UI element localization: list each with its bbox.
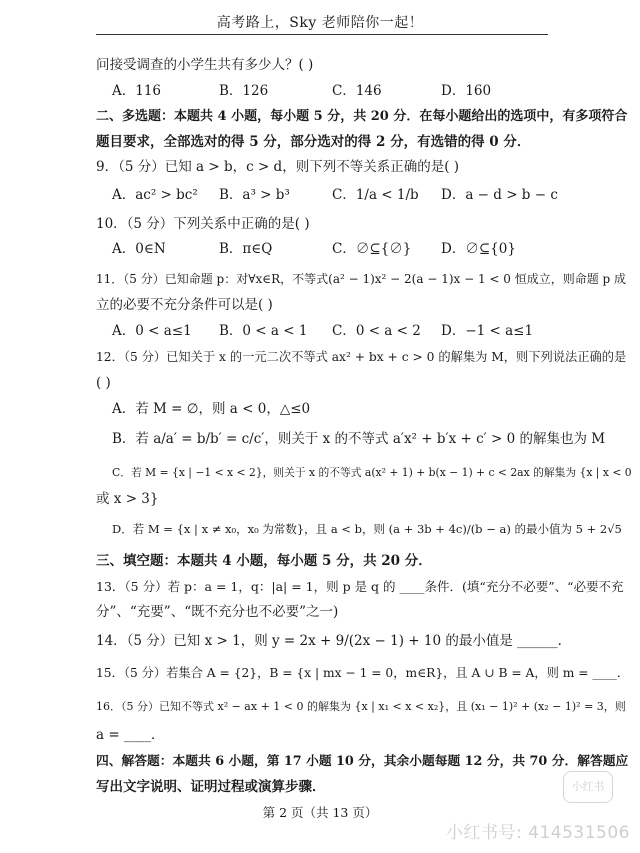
section4-line1: 四、解答题：本题共 6 小题，第 17 小题 10 分，其余小题每题 12 分，共 70 分．解答题应 (96, 754, 629, 769)
watermark-text: 小红书号: 414531506 (446, 823, 630, 843)
page-header: 高考路上，Sky 老师陪你一起！ (216, 15, 424, 31)
q8-option-d: D．160 (441, 83, 492, 99)
q11-line2: 立的必要不充分条件可以是( ) (96, 297, 273, 313)
q11-option-d: D．−1 < a≤1 (441, 323, 534, 339)
q14-text: 14．（5 分）已知 x > 1，则 y = 2x + 9/(2x − 1) + 10 的最小值是 ______． (96, 633, 572, 649)
q10-option-a: A．0∈N (112, 241, 166, 257)
q9-option-c: C．1/a < 1/b (332, 187, 419, 203)
q12-option-c-line1: C．若 M = {x | −1 < x < 2}，则关于 x 的不等式 a(x² + 1) + b(x − 1) + c < 2ax 的解集为 {x | x < 0 (112, 466, 632, 479)
q16-line2: a = ____． (96, 727, 165, 743)
q9-option-d: D．a − d > b − c (441, 187, 558, 203)
q11-option-a: A．0 < a≤1 (112, 323, 192, 339)
q10-stem: 10．（5 分）下列关系中正确的是( ) (96, 216, 310, 232)
section2-line2: 题目要求，全部选对的得 5 分，部分选对的得 2 分，有选错的得 0 分． (96, 134, 531, 150)
q8-option-c: C．146 (332, 83, 382, 99)
q9-stem: 9．（5 分）已知 a > b，c > d，则下列不等关系正确的是( ) (96, 159, 460, 175)
q8-option-b: B．126 (219, 83, 269, 99)
q10-option-c: C．∅⊆{∅} (332, 241, 412, 257)
q8-text: 问接受调查的小学生共有多少人？( ) (96, 57, 314, 73)
q10-option-b: B．π∈Q (219, 241, 273, 257)
xiaohongshu-logo-icon: 小红书 (563, 771, 613, 803)
section2-line1: 二、多选题：本题共 4 小题，每小题 5 分，共 20 分．在每小题给出的选项中，有多项符合 (96, 109, 628, 124)
q12-option-d: D．若 M = {x | x ≠ x₀，x₀ 为常数}，且 a < b，则 (a + 3b + 4c)/(b − a) 的最小值为 5 + 2√5 (112, 522, 622, 536)
q13-line1: 13．（5 分）若 p：a = 1，q：|a| = 1，则 p 是 q 的 ____条件．(填“充分不必要”、“必要不充 (96, 579, 624, 594)
header-divider (96, 34, 548, 35)
q12-option-c-line2: 或 x > 3} (96, 491, 159, 507)
q12-option-a: A．若 M = ∅，则 a < 0，△≤0 (112, 401, 311, 417)
q12-option-b: B．若 a/a′ = b/b′ = c/c′，则关于 x 的不等式 a′x² + b′x + c′ > 0 的解集也为 M (112, 431, 606, 447)
q8-option-a: A．116 (112, 83, 162, 99)
q12-line2: ( ) (96, 375, 111, 391)
q11-option-b: B．0 < a < 1 (219, 323, 308, 339)
q10-option-d: D．∅⊆{0} (441, 241, 516, 257)
section4-line2: 写出文字说明、证明过程或演算步骤． (96, 779, 326, 795)
q11-line1: 11．（5 分）已知命题 p：对∀x∈R，不等式(a² − 1)x² − 2(a − 1)x − 1 < 0 恒成立，则命题 p 成 (96, 272, 627, 286)
q9-option-b: B．a³ > b³ (219, 187, 290, 203)
q15-text: 15．（5 分）若集合 A = {2}，B = {x | mx − 1 = 0，m∈R}，且 A ∪ B = A，则 m = ____． (96, 666, 630, 680)
q13-line2: 分”、“充要”、“既不充分也不必要”之一) (96, 604, 339, 620)
q16-line1: 16．（5 分）已知不等式 x² − ax + 1 < 0 的解集为 {x | x₁ < x < x₂}，且 (x₁ − 1)² + (x₂ − 1)² = 3，则 (96, 700, 626, 713)
section3-title: 三、填空题：本题共 4 小题，每小题 5 分，共 20 分． (96, 553, 432, 569)
q9-option-a: A．ac² > bc² (112, 187, 198, 203)
q11-option-c: C．0 < a < 2 (332, 323, 421, 339)
page-footer: 第 2 页（共 13 页） (262, 805, 378, 820)
q12-line1: 12．（5 分）已知关于 x 的一元二次不等式 ax² + bx + c > 0 的解集为 M，则下列说法正确的是 (96, 350, 627, 364)
